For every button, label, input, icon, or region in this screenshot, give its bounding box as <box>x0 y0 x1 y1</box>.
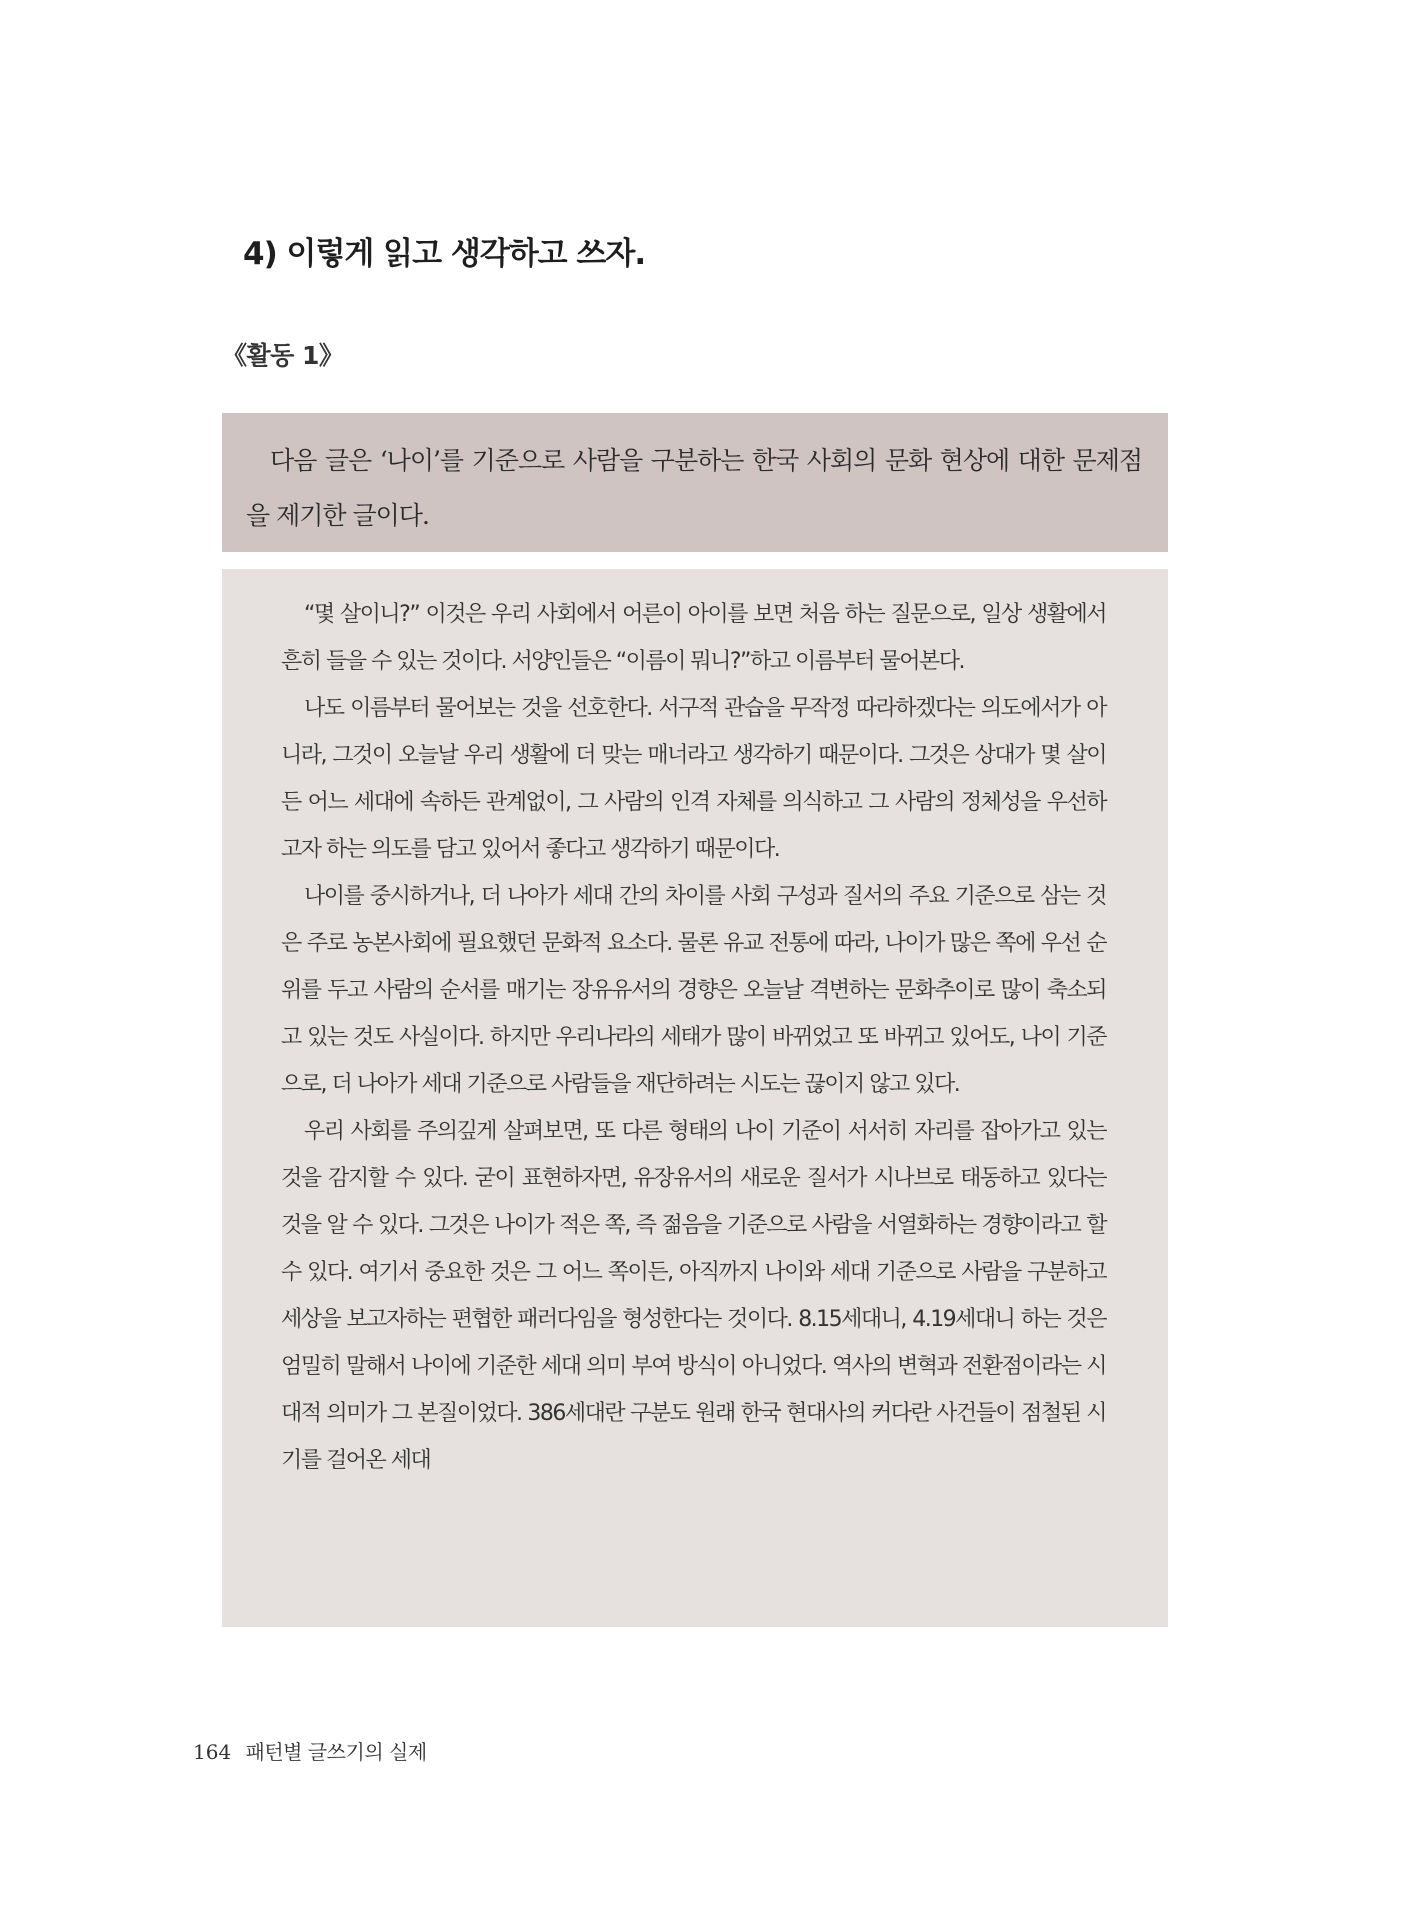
activity-label: 《활동 1》 <box>222 341 344 370</box>
passage-paragraph: 나이를 중시하거나, 더 나아가 세대 간의 차이를 사회 구성과 질서의 주요 기준으로 삼는 것은 주로 농본사회에 필요했던 문화적 요소다. 물론 유교 전통에 따라, 나이가 많은 쪽에 우선 순위를 두고 사람의 순서를 매기는 장유유서의 경향은 오늘날 격변하는 문화추이로 많이 축소되고 있는 것도 사실이다. 하지만 우리나라의 세태가 많이 바뀌었고 또 바뀌고 있어도, 나이 기준으로, 더 나아가 세대 기준으로 사람들을 재단하려는 시도는 끊이지 않고 있다. <box>281 884 1106 1097</box>
page-footer <box>193 1736 427 1765</box>
book-title: 패턴별 글쓰기의 실제 <box>245 1740 427 1764</box>
instruction-box <box>222 413 1168 552</box>
passage-paragraph: “몇 살이니?” 이것은 우리 사회에서 어른이 아이를 보면 처음 하는 질문으로, 일상 생활에서 흔히 들을 수 있는 것이다. 서양인들은 “이름이 뭐니?”하고 이름부터 물어본다. <box>281 602 1106 674</box>
instruction-text: 다음 글은 ‘나이’를 기준으로 사람을 구분하는 한국 사회의 문화 현상에 대한 문제점을 제기한 글이다. <box>246 446 1142 530</box>
page-number: 164 <box>193 1740 232 1764</box>
reading-passage <box>222 569 1168 1627</box>
passage-paragraph: 우리 사회를 주의깊게 살펴보면, 또 다른 형태의 나이 기준이 서서히 자리를 잡아가고 있는 것을 감지할 수 있다. 굳이 표현하자면, 유장유서의 새로운 질서가 시나브로 태동하고 있다는 것을 알 수 있다. 그것은 나이가 적은 쪽, 즉 젊음을 기준으로 사람을 서열화하는 경향이라고 할 수 있다. 여기서 중요한 것은 그 어느 쪽이든, 아직까지 나이와 세대 기준으로 사람을 구분하고 세상을 보고자하는 편협한 패러다임을 형성한다는 것이다. 8.15세대니, 4.19세대니 하는 것은 엄밀히 말해서 나이에 기준한 세대 의미 부여 방식이 아니었다. 역사의 변혁과 전환점이라는 시대적 의미가 그 본질이었다. 386세대란 구분도 원래 한국 현대사의 커다란 사건들이 점철된 시기를 걸어온 세대 <box>281 1119 1106 1473</box>
section-heading: 4) 이렇게 읽고 생각하고 쓰자. <box>243 236 646 272</box>
passage-paragraph: 나도 이름부터 물어보는 것을 선호한다. 서구적 관습을 무작정 따라하겠다는 의도에서가 아니라, 그것이 오늘날 우리 생활에 더 맞는 매너라고 생각하기 때문이다. 그것은 상대가 몇 살이든 어느 세대에 속하든 관계없이, 그 사람의 인격 자체를 의식하고 그 사람의 정체성을 우선하고자 하는 의도를 담고 있어서 좋다고 생각하기 때문이다. <box>281 696 1106 862</box>
